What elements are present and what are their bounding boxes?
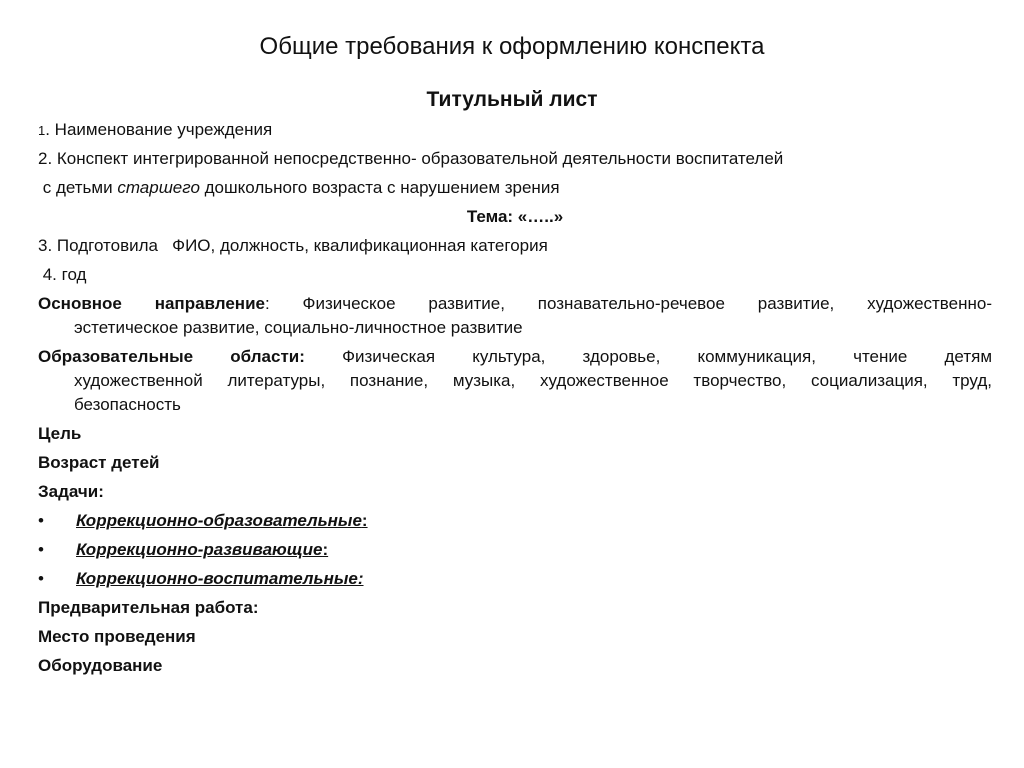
task-colon: : [322,540,329,559]
heading-equipment: Оборудование [38,656,163,675]
heading-tasks: Задачи: [38,482,104,501]
task-text: Коррекционно-образовательные [76,511,362,530]
paragraph-direction [38,292,992,340]
line-year: 4. год [38,265,87,284]
task-text: Коррекционно-развивающие [76,540,323,559]
section-title: Титульный лист [426,88,598,111]
line-text: . Наименование учреждения [45,120,273,139]
task-item [38,509,992,538]
bullet-icon: • [38,569,44,588]
heading-preparatory-work: Предварительная работа: [38,598,259,617]
bullet-icon: • [38,540,44,559]
areas-text-3: безопасность [74,395,181,414]
heading-age: Возраст детей [38,453,160,472]
direction-label: Основное направление [38,294,265,313]
task-item [38,538,992,567]
line-summary-title: 2. Конспект интегрированной непосредственно- образовательной деятельности воспитателей [38,149,784,168]
text-pre: с детьми [38,178,118,197]
line-number: 1 [38,123,46,138]
direction-text-1: : Физическое развитие, познавательно-речевое развитие, художественно- [264,294,992,313]
heading-venue: Место проведения [38,627,196,646]
task-text: Коррекционно-воспитательные: [76,569,364,588]
direction-text-2: эстетическое развитие, социально-личностное развитие [74,318,523,337]
line-theme: Тема: «…..» [466,207,564,226]
document-body [38,118,992,683]
task-colon: : [361,511,368,530]
heading-goal: Цель [38,424,82,443]
text-post: дошкольного возраста с нарушением зрения [199,178,560,197]
task-item [38,567,992,596]
paragraph-areas [38,345,992,417]
areas-label: Образовательные области: [38,347,305,366]
bullet-icon: • [38,511,44,530]
line-children-age [38,176,992,205]
line-institution [38,118,992,147]
areas-text-2: художественной литературы, познание, музыка, художественное творчество, социализация, труд, [74,371,992,390]
line-prepared-by: 3. Подготовила ФИО, должность, квалификационная категория [38,236,548,255]
areas-text-1: Физическая культура, здоровье, коммуникация, чтение детям [304,347,993,366]
page-title: Общие требования к оформлению конспекта [259,33,765,60]
text-italic: старшего [117,178,200,197]
